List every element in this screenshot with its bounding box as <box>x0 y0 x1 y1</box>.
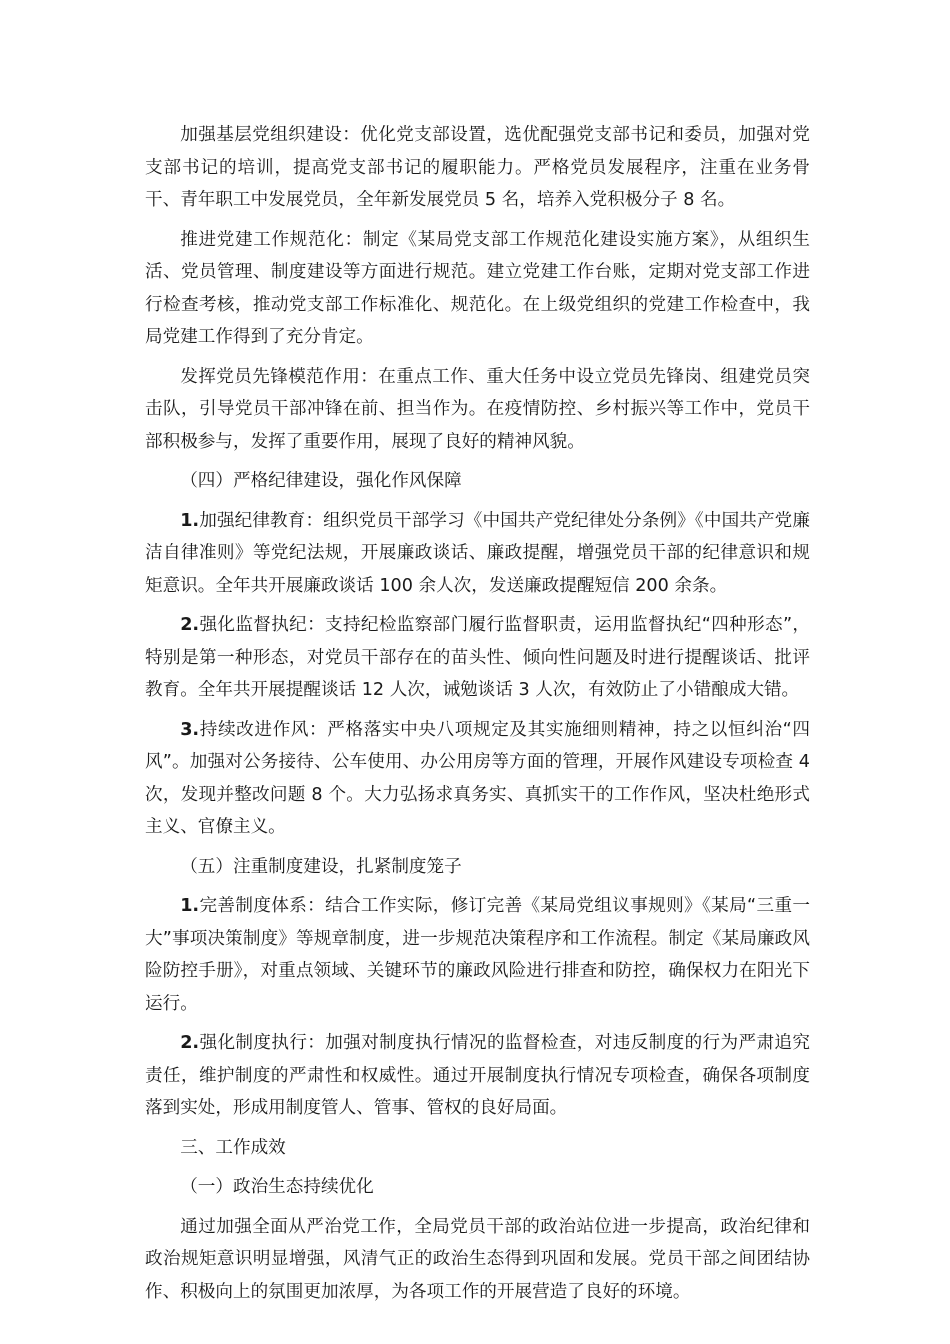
paragraph-political-ecology: 通过加强全面从严治党工作，全局党员干部的政治站位进一步提高，政治纪律和政治规矩意识明显增强，风清气正的政治生态得到巩固和发展。党员干部之间团结协作、积极向上的氛围更加浓厚，为各项工作的开展营造了良好的环境。 <box>145 1216 810 1302</box>
item-text: 加强纪律教育：组织党员干部学习《中国共产党纪律处分条例》《中国共产党廉洁自律准则》等党纪法规，开展廉政谈话、廉政提醒，增强党员干部的纪律意识和规矩意识。全年共开展廉政谈话 100 余人次，发送廉政提醒短信 200 余条。 <box>145 510 810 596</box>
item-text: 强化监督执纪：支持纪检监察部门履行监督职责，运用监督执纪“四种形态”，特别是第一种形态，对党员干部存在的苗头性、倾向性问题及时进行提醒谈话、批评教育。全年共开展提醒谈话 12 人次，诫勉谈话 3 人次，有效防止了小错酿成大错。 <box>145 615 810 700</box>
item-number: 2. <box>180 615 200 635</box>
numbered-item-work-style <box>145 714 810 844</box>
section-heading-political-ecology: （一）政治生态持续优化 <box>180 1177 374 1197</box>
paragraph-party-standardization: 推进党建工作规范化：制定《某局党支部工作规范化建设实施方案》，从组织生活、党员管理、制度建设等方面进行规范。建立党建工作台账，定期对党支部工作进行检查考核，推动党支部工作标准化、规范化。在上级党组织的党建工作检查中，我局党建工作得到了充分肯定。 <box>145 229 810 347</box>
numbered-item-institution-execution <box>145 1027 810 1125</box>
paragraph-vanguard-role: 发挥党员先锋模范作用：在重点工作、重大任务中设立党员先锋岗、组建党员突击队，引导党员干部冲锋在前、担当作为。在疫情防控、乡村振兴等工作中，党员干部积极参与，发挥了重要作用，展现了良好的精神风貌。 <box>145 366 810 452</box>
section-heading-institutions: （五）注重制度建设，扎紧制度笼子 <box>180 856 462 877</box>
item-number: 1. <box>180 510 200 531</box>
paragraph-party-organization: 加强基层党组织建设：优化党支部设置，选优配强党支部书记和委员，加强对党支部书记的培训，提高党支部书记的履职能力。严格党员发展程序，注重在业务骨干、青年职工中发展党员，全年新发展党员 5 名，培养入党积极分子 8 名。 <box>145 125 810 210</box>
item-text: 完善制度体系：结合工作实际，修订完善《某局党组议事规则》《某局“三重一大”事项决策制度》等规章制度，进一步规范决策程序和工作流程。制定《某局廉政风险防控手册》，对重点领域、关键环节的廉政风险进行排查和防控，确保权力在阳光下运行。 <box>145 896 810 1014</box>
numbered-item-supervision <box>145 609 810 707</box>
document-body <box>145 119 810 1315</box>
numbered-item-discipline-education <box>145 505 810 603</box>
item-number: 1. <box>180 896 200 916</box>
item-number: 3. <box>180 719 200 740</box>
chapter-heading-results: 三、工作成效 <box>180 1137 286 1158</box>
item-text: 强化制度执行：加强对制度执行情况的监督检查，对违反制度的行为严肃追究责任，维护制度的严肃性和权威性。通过开展制度执行情况专项检查，确保各项制度落到实处，形成用制度管人、管事、管权的良好局面。 <box>145 1033 810 1118</box>
item-number: 2. <box>180 1033 200 1053</box>
item-text: 持续改进作风：严格落实中央八项规定及其实施细则精神，持之以恒纠治“四风”。加强对公务接待、公车使用、办公用房等方面的管理，开展作风建设专项检查 4 次，发现并整改问题 8 个。大力弘扬求真务实、真抓实干的工作作风，坚决杜绝形式主义、官僚主义。 <box>145 719 810 837</box>
section-heading-discipline: （四）严格纪律建设，强化作风保障 <box>180 471 462 491</box>
numbered-item-institution-system <box>145 890 810 1020</box>
